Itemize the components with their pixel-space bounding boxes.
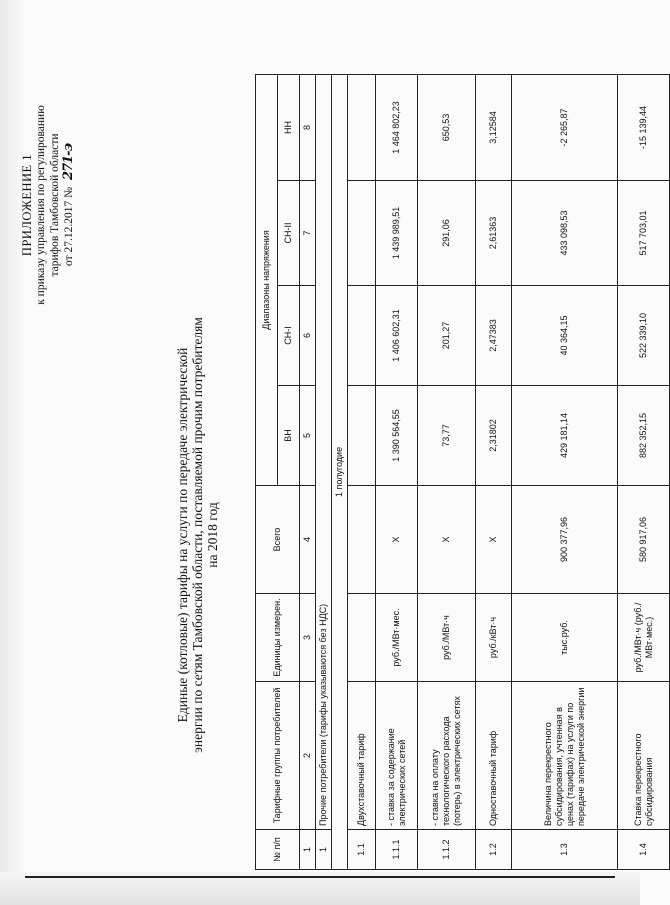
col-number: 5 <box>300 386 316 486</box>
table-row <box>476 74 512 869</box>
row-nn: 1 464 802,23 <box>376 74 418 180</box>
row-vn: 73,77 <box>418 386 476 486</box>
row-total: Х <box>476 486 512 594</box>
row-unit: руб./МВт·мес. <box>376 594 418 682</box>
row-num: 1.1.1 <box>376 830 418 870</box>
row-vn: 882 352,15 <box>618 386 670 486</box>
header-ranges: Диапазоны напряжения <box>256 74 278 485</box>
row-sn2 <box>348 181 376 286</box>
row-num: 1.1 <box>348 830 376 870</box>
table-row <box>376 74 418 869</box>
row-sn2: 291,06 <box>418 181 476 286</box>
column-number-row <box>300 74 316 869</box>
row-vn: 1 390 564,55 <box>376 386 418 486</box>
section-row <box>316 74 332 869</box>
col-number: 6 <box>300 286 316 386</box>
row-unit: руб./МВт·ч (руб./МВт·мес.) <box>618 594 670 682</box>
table-header-row <box>256 74 278 869</box>
col-number: 7 <box>300 181 316 286</box>
row-sn1: 2,47383 <box>476 286 512 386</box>
appendix-title: ПРИЛОЖЕНИЕ 1 <box>20 153 34 257</box>
table-row <box>618 74 670 869</box>
row-sn1: 40 364,15 <box>512 286 618 386</box>
row-sn1: 201,27 <box>418 286 476 386</box>
header-total: Всего <box>256 486 300 594</box>
row-sn1 <box>348 286 376 386</box>
rotated-page <box>0 55 654 895</box>
half-year-label: 1 полугодие <box>332 74 348 869</box>
header-num: № п/п <box>256 830 300 870</box>
row-group: - ставка за содержание электрических сетей <box>376 682 418 830</box>
row-group: Двухставочный тариф <box>348 682 376 830</box>
row-total: 900 377,96 <box>512 486 618 594</box>
row-sn2: 433 098,53 <box>512 181 618 286</box>
order-date: от 27.12.2017 № <box>63 186 75 266</box>
appendix-header <box>20 75 76 335</box>
appendix-line-2: тарифов Тамбовской области <box>49 133 61 277</box>
row-unit: руб./кВт·ч <box>476 594 512 682</box>
appendix-line-3 <box>62 75 76 335</box>
row-sn1: 522 339,10 <box>618 286 670 386</box>
row-nn: 650,53 <box>418 74 476 180</box>
row-sn2: 2,61363 <box>476 181 512 286</box>
col-number: 8 <box>300 74 316 180</box>
half-year-row <box>332 74 348 869</box>
table-row <box>348 74 376 869</box>
row-sn1: 1 406 602,31 <box>376 286 418 386</box>
table-row <box>512 74 618 869</box>
row-vn: 429 181,14 <box>512 386 618 486</box>
header-sn1: СН-I <box>278 286 300 386</box>
row-group: Ставка перекрестного субсидирования <box>618 682 670 830</box>
section-label: Прочие потребители (тарифы указываются без НДС) <box>316 74 332 829</box>
row-num: 1.2 <box>476 830 512 870</box>
row-vn <box>348 386 376 486</box>
appendix-line-1: к приказу управления по регулированию <box>35 105 47 305</box>
section-num: 1 <box>316 830 332 870</box>
row-total: 580 917,06 <box>618 486 670 594</box>
header-unit: Единицы измерен. <box>256 594 300 682</box>
row-group: - ставка на оплату технологического расхода (потерь) в электрических сетях <box>418 682 476 830</box>
row-vn: 2,31802 <box>476 386 512 486</box>
header-sn2: СН-II <box>278 181 300 286</box>
row-sn2: 517 703,01 <box>618 181 670 286</box>
row-group: Одноставочный тариф <box>476 682 512 830</box>
col-number: 4 <box>300 486 316 594</box>
handwritten-order-number: 271-э <box>61 144 76 180</box>
header-group: Тарифные группы потребителей <box>256 682 300 830</box>
tariff-table <box>255 74 670 870</box>
title-line-2: энергии по сетям Тамбовской области, поставляемой прочим потребителям <box>190 317 205 753</box>
row-nn <box>348 74 376 180</box>
row-group: Величина перекрестного субсидирования, учтенная в ценах (тарифах) на услуги по передаче электрической энергии <box>512 682 618 830</box>
col-number: 2 <box>300 682 316 830</box>
row-nn: 3,12584 <box>476 74 512 180</box>
row-unit <box>348 594 376 682</box>
row-num: 1.3 <box>512 830 618 870</box>
col-number: 1 <box>300 830 316 870</box>
header-nn: НН <box>278 74 300 180</box>
header-vn: ВН <box>278 386 300 486</box>
title-line-3: на 2018 год <box>205 502 220 568</box>
col-number: 3 <box>300 594 316 682</box>
row-num: 1.4 <box>618 830 670 870</box>
row-total: Х <box>418 486 476 594</box>
row-nn: -15 139,44 <box>618 74 670 180</box>
row-unit: тыс.руб. <box>512 594 618 682</box>
row-total: Х <box>376 486 418 594</box>
row-num: 1.1.2 <box>418 830 476 870</box>
row-unit: руб./МВт·ч <box>418 594 476 682</box>
document-title <box>175 235 220 835</box>
row-nn: -2 265,87 <box>512 74 618 180</box>
table-row <box>418 74 476 869</box>
row-total <box>348 486 376 594</box>
title-line-1: Единые (котловые) тарифы на услуги по передаче электрической <box>175 347 190 723</box>
row-sn2: 1 439 989,51 <box>376 181 418 286</box>
